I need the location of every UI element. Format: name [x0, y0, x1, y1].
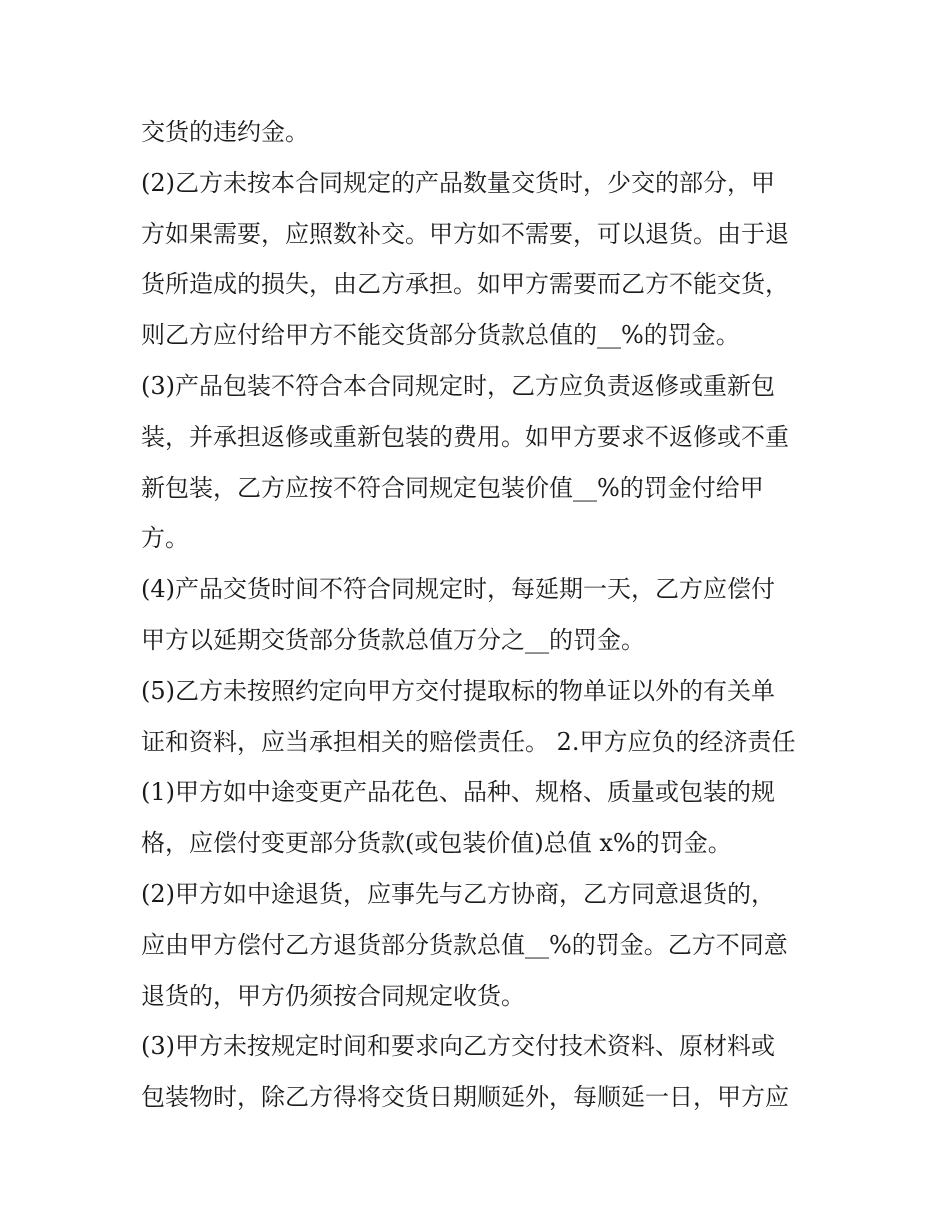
text-line: (2)乙方未按本合同规定的产品数量交货时，少交的部分，甲 [141, 168, 775, 197]
text-line: (3)甲方未按规定时间和要求向乙方交付技术资料、原材料或 [141, 1032, 775, 1061]
text-line: 应由甲方偿付乙方退货部分货款总值__%的罚金。乙方不同意 [141, 930, 788, 959]
text-line: 格，应偿付变更部分货款(或包装价值)总值 x%的罚金。 [141, 829, 732, 858]
text-line: 退货的，甲方仍须按合同规定收货。 [141, 981, 525, 1010]
text-line: (5)乙方未按照约定向甲方交付提取标的物单证以外的有关单 [141, 676, 775, 705]
text-line: 包装物时，除乙方得将交货日期顺延外，每顺延一日，甲方应 [141, 1083, 789, 1112]
document-body [141, 107, 821, 1123]
text-line: 交货的违约金。 [141, 118, 309, 146]
text-line: 新包装，乙方应按不符合同规定包装价值__%的罚金付给甲 [141, 473, 764, 502]
text-line: (2)甲方如中途退货，应事先与乙方协商，乙方同意退货的， [141, 879, 775, 908]
text-line: (4)产品交货时间不符合同规定时，每延期一天，乙方应偿付 [141, 575, 775, 604]
text-line: 装，并承担返修或重新包装的费用。如甲方要求不返修或不重 [141, 422, 789, 451]
text-line: 货所造成的损失，由乙方承担。如甲方需要而乙方不能交货， [141, 270, 789, 299]
text-line: 甲方以延期交货部分货款总值万分之__的罚金。 [141, 625, 645, 654]
text-line: 证和资料，应当承担相关的赔偿责任。 2.甲方应负的经济责任 [141, 727, 796, 756]
text-line: 方。 [141, 524, 189, 553]
text-line: 方如果需要，应照数补交。甲方如不需要，可以退货。由于退 [141, 219, 789, 248]
text-line: 则乙方应付给甲方不能交货部分货款总值的__%的罚金。 [141, 321, 740, 350]
text-line: (3)产品包装不符合本合同规定时，乙方应负责返修或重新包 [141, 371, 775, 400]
text-line: (1)甲方如中途变更产品花色、品种、规格、质量或包装的规 [141, 778, 775, 807]
